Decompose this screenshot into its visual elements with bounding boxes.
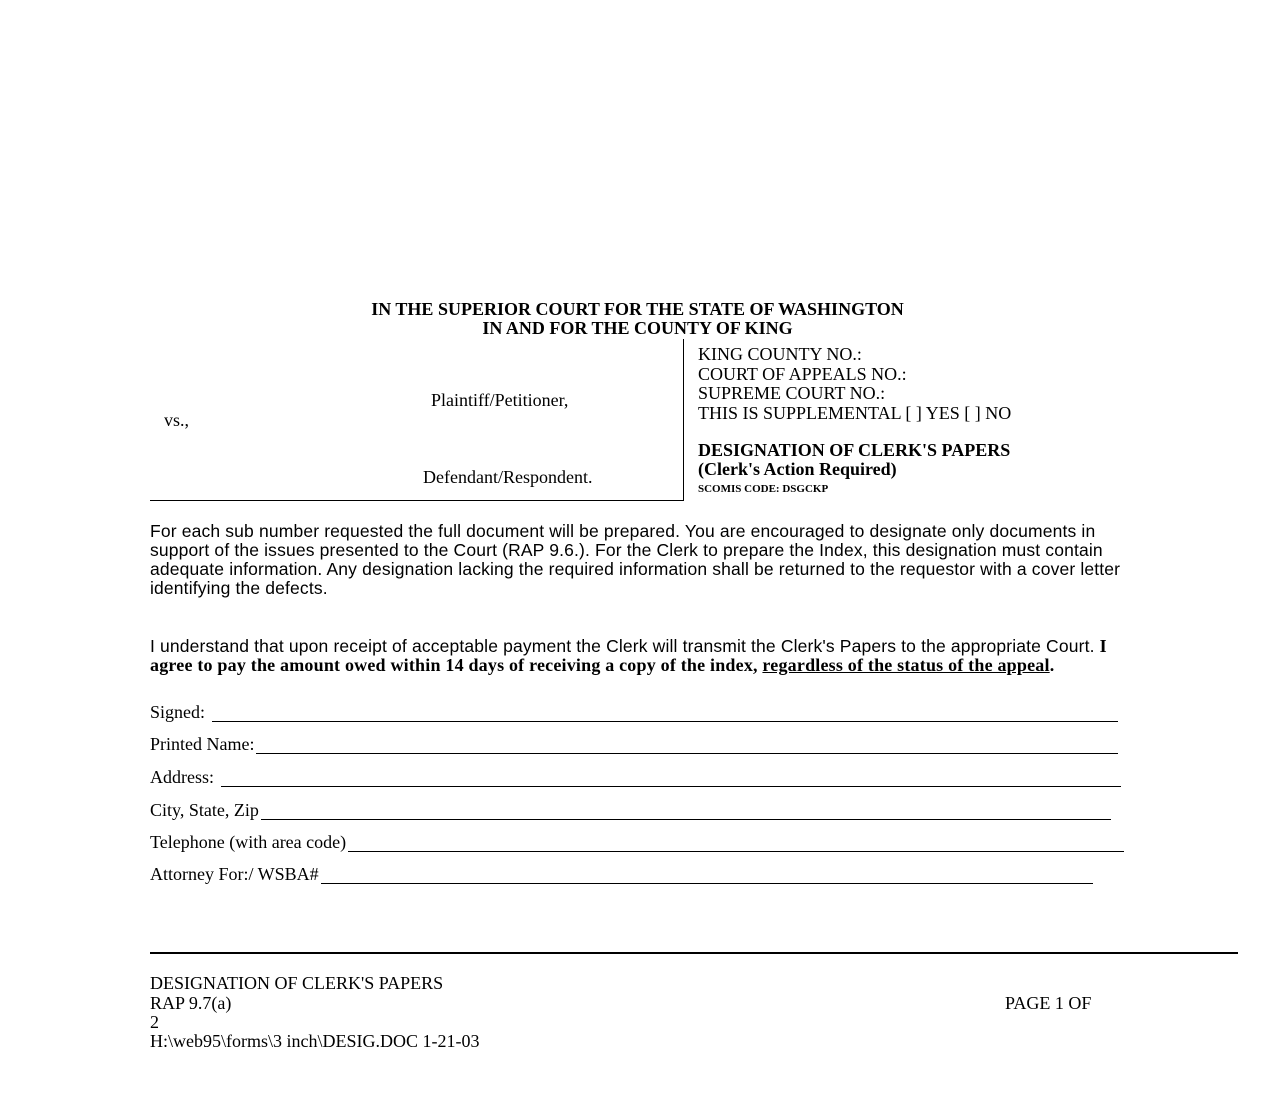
agreement-bold-text: I agree to pay the amount owed within 14 days of receiving a copy of the index,: [150, 636, 1107, 675]
city-state-zip-line[interactable]: [261, 805, 1111, 820]
footer-form-title: DESIGNATION OF CLERK'S PAPERS: [150, 973, 444, 993]
king-county-no: KING COUNTY NO.:: [698, 344, 862, 364]
footer-file-path: H:\web95\forms\3 inch\DESIG.DOC 1-21-03: [150, 1031, 480, 1051]
telephone-label: Telephone (with area code): [150, 832, 347, 852]
signed-label: Signed:: [150, 702, 210, 722]
court-name-line-1: IN THE SUPERIOR COURT FOR THE STATE OF WASHINGTON: [371, 299, 904, 319]
agreement-period: .: [1049, 655, 1055, 675]
telephone-field[interactable]: [150, 832, 1124, 852]
payment-agreement-paragraph: [150, 637, 1140, 675]
address-line[interactable]: [221, 772, 1122, 787]
defendant-label: Defendant/Respondent.: [423, 467, 593, 487]
scomis-code: SCOMIS CODE: DSGCKP: [698, 483, 829, 495]
court-of-appeals-no: COURT OF APPEALS NO.:: [698, 363, 907, 384]
document-subtitle: (Clerk's Action Required): [698, 459, 897, 479]
agreement-text: I understand that upon receipt of acceptable payment the Clerk will transmit the Clerk's Papers to the appropriate Court.: [150, 636, 1100, 656]
city-state-zip-field[interactable]: [150, 800, 1111, 820]
printed-name-label: Printed Name:: [150, 734, 255, 754]
address-label: Address:: [150, 767, 219, 787]
footer-rap-rule: RAP 9.7(a): [150, 993, 232, 1013]
telephone-line[interactable]: [348, 837, 1124, 852]
document-title: DESIGNATION OF CLERK'S PAPERS: [698, 440, 1011, 460]
signed-field[interactable]: [150, 702, 1118, 722]
caption-divider-horizontal: [150, 500, 684, 501]
attorney-wsba-label: Attorney For:/ WSBA#: [150, 864, 319, 884]
court-name-line-2: IN AND FOR THE COUNTY OF KING: [482, 318, 793, 338]
supreme-court-no: SUPREME COURT NO.:: [698, 383, 886, 403]
footer-rule: [150, 952, 1238, 954]
plaintiff-label: Plaintiff/Petitioner,: [431, 390, 569, 410]
footer-page-total: 2: [150, 1012, 159, 1032]
agreement-underlined-text: regardless of the status of the appeal: [762, 655, 1050, 675]
vs-label: vs.,: [164, 410, 190, 430]
footer-page-label: PAGE 1 OF: [1005, 993, 1092, 1013]
city-state-zip-label: City, State, Zip: [150, 800, 259, 820]
attorney-wsba-line[interactable]: [321, 869, 1093, 884]
signed-line[interactable]: [212, 707, 1118, 722]
address-field[interactable]: [150, 767, 1121, 787]
supplemental-checkboxes: THIS IS SUPPLEMENTAL [ ] YES [ ] NO: [698, 402, 1012, 423]
printed-name-field[interactable]: [150, 734, 1118, 754]
instructions-paragraph: For each sub number requested the full document will be prepared. You are encouraged to designate only documents in support of the issues presented to the Court (RAP 9.6.). For the Clerk to prepare the Index, this designation must contain adequate information. Any designation lacking the required information shall be returned to the requestor with a cover letter identifying the defects.: [150, 521, 1121, 598]
case-number-block: [698, 345, 1011, 423]
attorney-wsba-field[interactable]: [150, 864, 1093, 884]
printed-name-line[interactable]: [256, 739, 1118, 754]
caption-divider-vertical: [683, 339, 684, 501]
